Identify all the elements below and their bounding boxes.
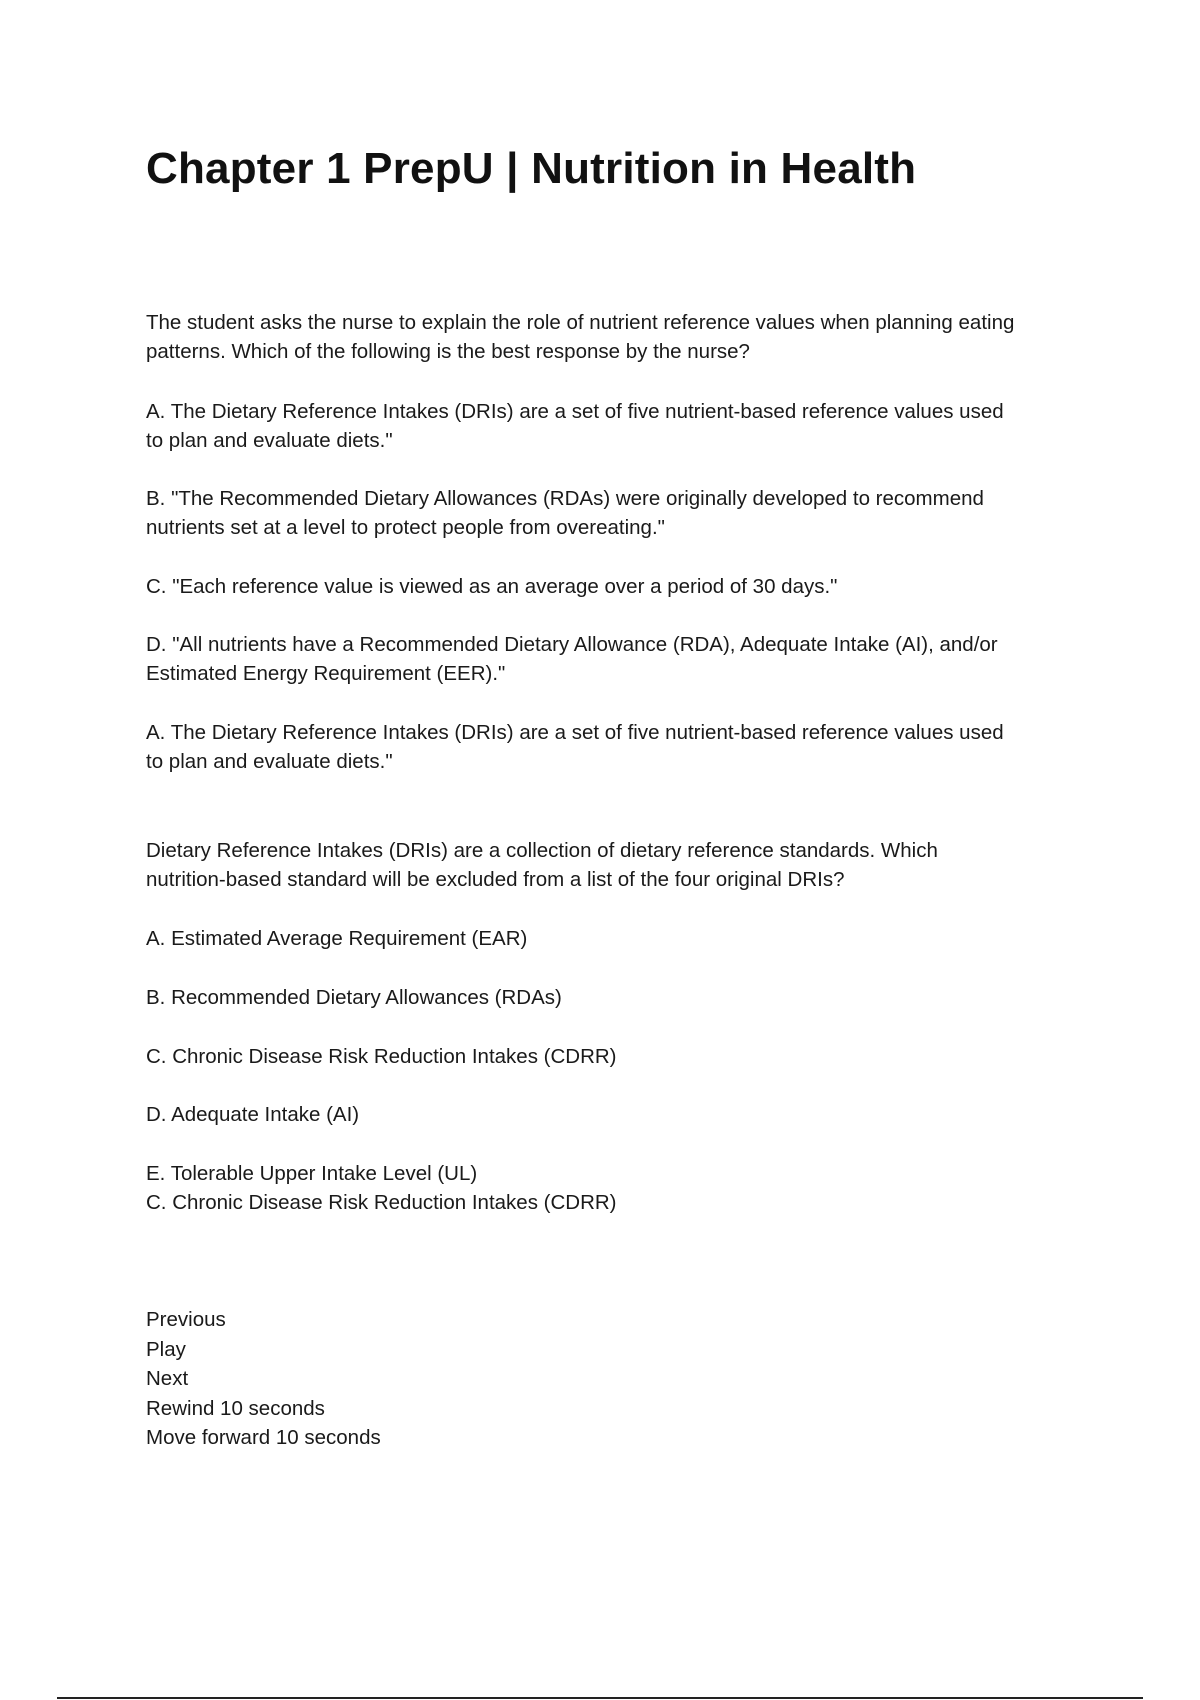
question-2-stem-line: Dietary Reference Intakes (DRIs) are a collection of dietary reference standards. Which — [146, 839, 938, 862]
option-line: D. "All nutrients have a Recommended Dietary Allowance (RDA), Adequate Intake (AI), and/or — [146, 633, 998, 656]
next-button[interactable]: Next — [146, 1367, 189, 1390]
option-line: A. Estimated Average Requirement (EAR) — [146, 927, 528, 950]
question-2-answer — [146, 1188, 1096, 1217]
page-bottom-divider — [57, 1697, 1143, 1699]
question-1-stem-line: patterns. Which of the following is the best response by the nurse? — [146, 340, 750, 363]
option-line: C. Chronic Disease Risk Reduction Intakes (CDRR) — [146, 1045, 617, 1068]
forward-button[interactable]: Move forward 10 seconds — [146, 1426, 381, 1449]
question-2-stem — [146, 836, 1096, 894]
option-line: Estimated Energy Requirement (EER)." — [146, 662, 506, 685]
question-1-option-b — [146, 484, 1096, 542]
option-line: D. Adequate Intake (AI) — [146, 1103, 360, 1126]
option-line: nutrients set at a level to protect people from overeating." — [146, 516, 665, 539]
previous-button[interactable]: Previous — [146, 1308, 226, 1331]
question-2-option-d — [146, 1100, 1096, 1129]
answer-line: A. The Dietary Reference Intakes (DRIs) are a set of five nutrient-based reference values used — [146, 721, 1004, 744]
answer-line: to plan and evaluate diets." — [146, 750, 393, 773]
question-1-option-c — [146, 572, 1096, 601]
option-line: C. "Each reference value is viewed as an average over a period of 30 days." — [146, 575, 838, 598]
question-1-option-d — [146, 630, 1096, 688]
question-1-stem-line: The student asks the nurse to explain the role of nutrient reference values when planning eating — [146, 311, 1015, 334]
question-2-option-c — [146, 1042, 1096, 1071]
question-1-option-a — [146, 397, 1096, 455]
page-title: Chapter 1 PrepU | Nutrition in Health — [146, 144, 917, 193]
play-button[interactable]: Play — [146, 1337, 186, 1361]
question-1-answer — [146, 718, 1096, 776]
question-2-option-e — [146, 1159, 1096, 1188]
option-line: to plan and evaluate diets." — [146, 429, 393, 452]
media-controls — [146, 1305, 381, 1453]
answer-line: C. Chronic Disease Risk Reduction Intakes (CDRR) — [146, 1191, 617, 1214]
option-line: B. Recommended Dietary Allowances (RDAs) — [146, 986, 562, 1009]
question-2-option-b — [146, 983, 1096, 1012]
rewind-button[interactable]: Rewind 10 seconds — [146, 1396, 325, 1420]
question-2-stem-line: nutrition-based standard will be excluded from a list of the four original DRIs? — [146, 868, 845, 891]
question-1-stem — [146, 308, 1096, 366]
option-line: A. The Dietary Reference Intakes (DRIs) are a set of five nutrient-based reference values used — [146, 400, 1004, 423]
question-2-option-a — [146, 924, 1096, 953]
option-line: E. Tolerable Upper Intake Level (UL) — [146, 1162, 478, 1185]
option-line: B. "The Recommended Dietary Allowances (RDAs) were originally developed to recommend — [146, 487, 984, 510]
